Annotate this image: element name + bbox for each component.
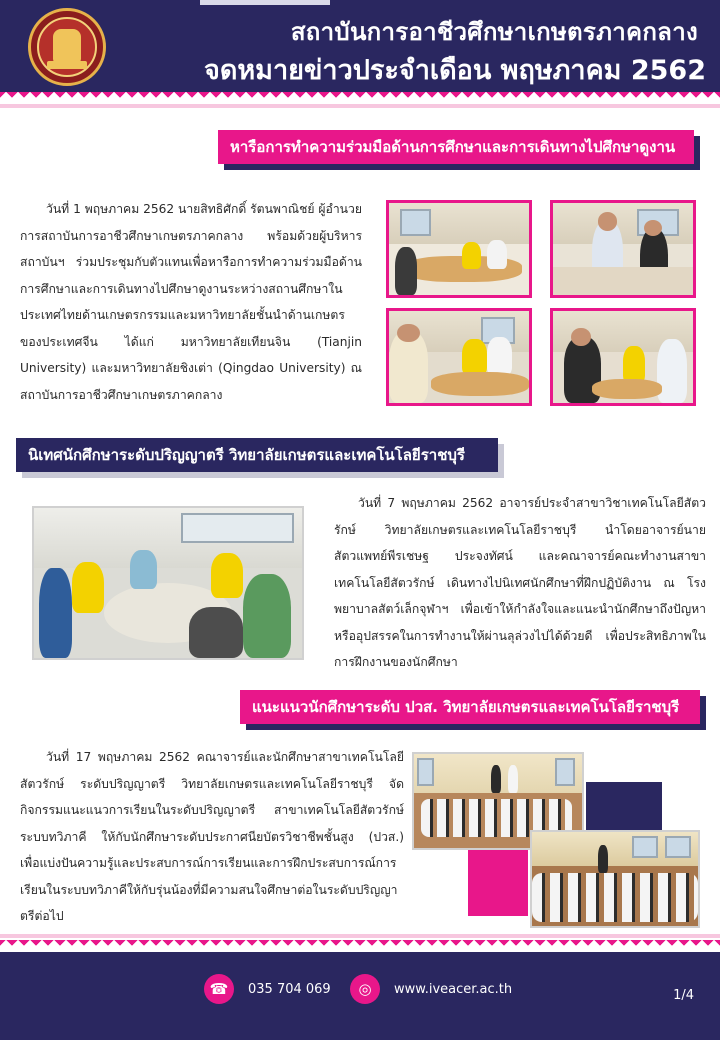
footer-website[interactable]: www.iveacer.ac.th xyxy=(394,982,513,997)
section-1-photo-3 xyxy=(386,308,532,406)
section-1-photo-4 xyxy=(550,308,696,406)
newsletter-title: จดหมายข่าวประจำเดือน พฤษภาคม 2562 xyxy=(204,55,706,86)
page-footer xyxy=(0,952,720,1040)
footer-zigzag-divider xyxy=(0,940,720,952)
page-number: 1/4 xyxy=(673,988,694,1003)
org-name: สถาบันการอาชีวศึกษาเกษตรภาคกลาง xyxy=(290,18,698,46)
section-3-photo-2 xyxy=(530,830,700,928)
section-2-body: วันที่ 7 พฤษภาคม 2562 อาจารย์ประจำสาขาวิชาเทคโนโลยีสัตวรักษ์ วิทยาลัยเกษตรและเทคโนโลยีราชบุรี นำโดยอาจารย์นายสัตวแพทย์พีรเชษฐ ประจงทัศน์ และคณาจารย์คณะทำงานสาขาเทคโนโลยีสัตวรักษ์ เดินทางไปนิเทศนักศึกษาที่ฝึกปฏิบัติงาน ณ โรงพยาบาลสัตว์เล็กจุฬาฯ เพื่อเข้าให้กำลังใจและแนะนำนักศึกษาถึงปัญหาหรืออุปสรรคในการทำงานให้ผ่านลุล่วงไปได้ด้วยดี เพื่อประสิทธิภาพในการฝึกงานของนักศึกษา xyxy=(334,496,706,669)
header-pink-band xyxy=(0,104,720,108)
footer-pink-band xyxy=(0,934,720,938)
section-1-photo-1 xyxy=(386,200,532,298)
section-1-photo-2 xyxy=(550,200,696,298)
header-zigzag-divider xyxy=(0,92,720,104)
section-2-photo xyxy=(32,506,304,660)
decor-pink-block xyxy=(468,850,528,916)
section-1-body: วันที่ 1 พฤษภาคม 2562 นายสิทธิศักดิ์ รัตนพาณิชย์ ผู้อำนวยการสถาบันการอาชีวศึกษาเกษตรภาคกลาง พร้อมด้วยผู้บริหารสถาบันฯ ร่วมประชุมกับตัวแทนเพื่อหารือการทำความร่วมมือด้านการศึกษาและการเดินทางไปศึกษาดูงานระหว่างสถานศึกษาในประเทศไทยด้านเกษตรกรรมและมหาวิทยาลัยชั้นนำด้านเกษตรของประเทศจีน ได้แก่ มหาวิทยาลัยเทียนจิน (Tianjin University) และมหาวิทยาลัยชิงเต่า (Qingdao University) ณ สถาบันการอาชีวศึกษาเกษตรภาคกลาง xyxy=(20,202,363,402)
section-1-title: หารือการทำความร่วมมือด้านการศึกษาและการเดินทางไปศึกษาดูงาน xyxy=(218,130,694,164)
section-2-title: นิเทศนักศึกษาระดับปริญญาตรี วิทยาลัยเกษตรและเทคโนโลยีราชบุรี xyxy=(16,438,498,472)
section-3-body: วันที่ 17 พฤษภาคม 2562 คณาจารย์และนักศึกษาสาขาเทคโนโลยีสัตวรักษ์ ระดับปริญญาตรี วิทยาลัยเกษตรและเทคโนโลยีราชบุรี จัดกิจกรรมแนะแนวการเรียนในระดับปริญญาตรี สาขาเทคโนโลยีสัตวรักษ์ ระบบทวิภาคี ให้กับนักศึกษาระดับประกาศนียบัตรวิชาชีพชั้นสูง (ปวส.) เพื่อแบ่งปันความรู้และประสบการณ์การเรียนและการฝึกประสบการณ์การเรียนในระบบทวิภาคีให้กับรุ่นน้องที่มีความสนใจศึกษาต่อในระดับปริญญาตรีต่อไป xyxy=(20,750,404,923)
page-header xyxy=(0,0,720,92)
footer-phone: 035 704 069 xyxy=(248,982,331,997)
phone-icon: ☎ xyxy=(204,974,234,1004)
decor-navy-block xyxy=(586,782,662,832)
globe-icon: ◎ xyxy=(350,974,380,1004)
institution-seal-icon xyxy=(28,8,106,86)
section-3-title: แนะแนวนักศึกษาระดับ ปวส. วิทยาลัยเกษตรและเทคโนโลยีราชบุรี xyxy=(240,690,700,724)
header-accent-strip xyxy=(200,0,330,5)
